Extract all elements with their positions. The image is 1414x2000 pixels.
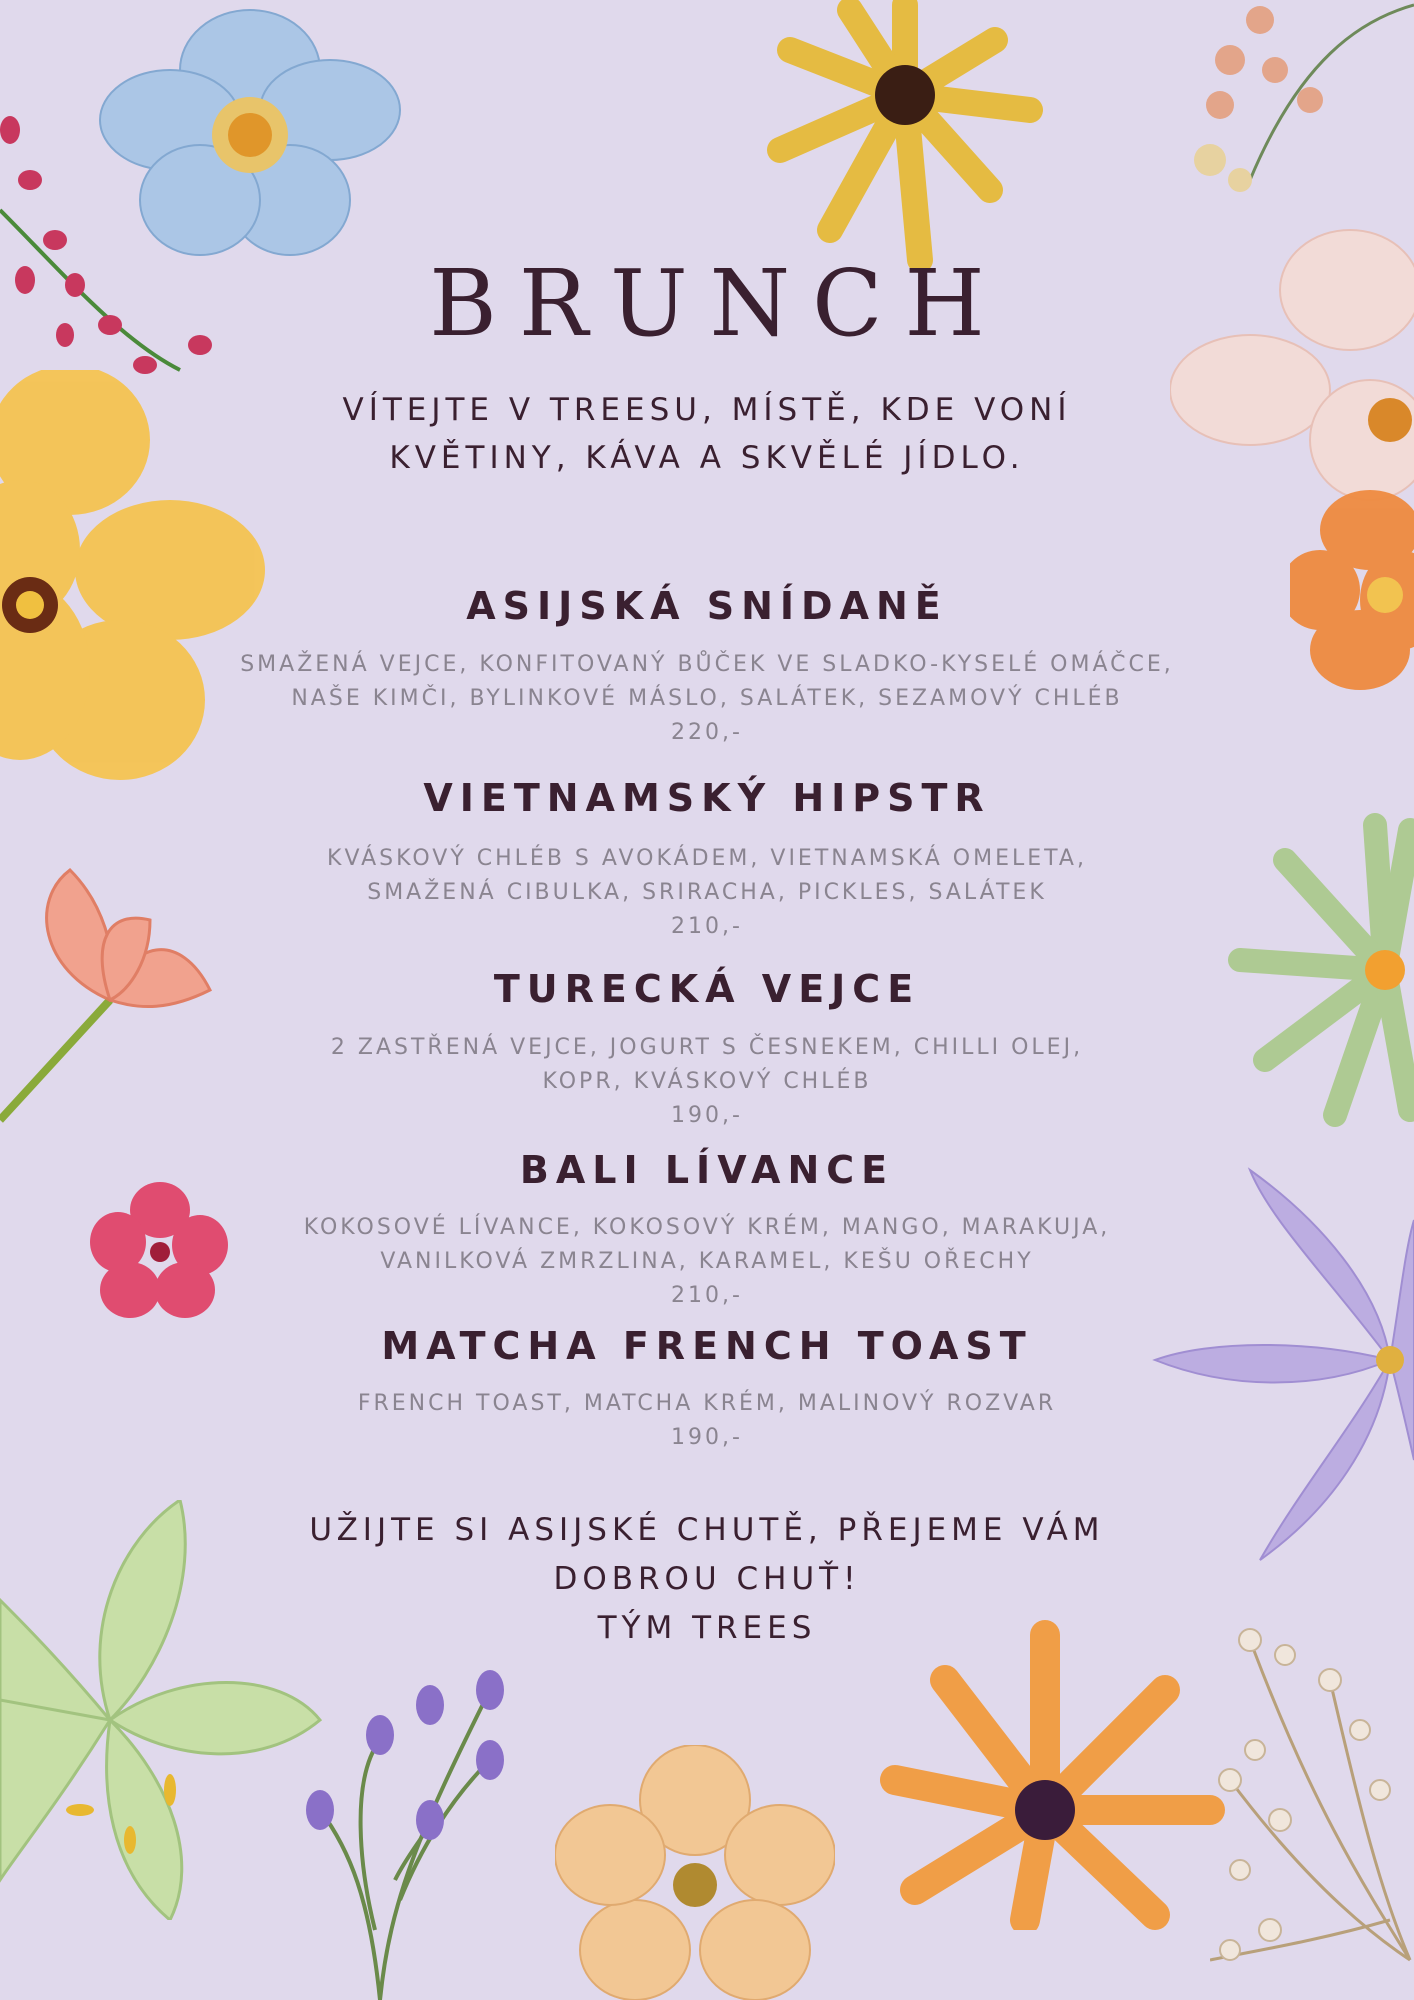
menu-item-price: 190,- [671, 1103, 743, 1128]
menu-item-description [157, 1031, 1257, 1133]
menu-item-description [157, 648, 1257, 750]
description-line: 2 ZASTŘENÁ VEJCE, JOGURT S ČESNEKEM, CHILLI OLEJ, [330, 1035, 1084, 1060]
menu-item-name: ASIJSKÁ SNÍDANĚ [466, 584, 948, 628]
orange-gerbera-icon [875, 1620, 1225, 1930]
menu-item-price: 210,- [671, 914, 743, 939]
description-line: NAŠE KIMČI, BYLINKOVÉ MÁSLO, SALÁTEK, SEZAMOVÝ CHLÉB [291, 686, 1123, 711]
peach-flower-icon [555, 1745, 835, 2000]
menu-item-name: MATCHA FRENCH TOAST [381, 1324, 1033, 1368]
closing-line: UŽIJTE SI ASIJSKÉ CHUTĚ, PŘEJEME VÁM [309, 1512, 1105, 1548]
closing-text [157, 1506, 1257, 1653]
orange-flower-icon [1290, 490, 1414, 690]
menu-item-price: 190,- [671, 1425, 743, 1450]
menu-item-description [157, 1211, 1257, 1313]
description-line: SMAŽENÁ CIBULKA, SRIRACHA, PICKLES, SALÁTEK [367, 880, 1047, 905]
menu-item-description [157, 842, 1257, 944]
menu-item-price: 220,- [671, 720, 743, 745]
yellow-daisy-icon [740, 0, 1070, 280]
description-line: FRENCH TOAST, MATCHA KRÉM, MALINOVÝ ROZVAR [357, 1391, 1057, 1416]
purple-buds-icon [290, 1650, 530, 2000]
description-line: KVÁSKOVÝ CHLÉB S AVOKÁDEM, VIETNAMSKÁ OMELETA, [327, 846, 1087, 871]
white-berries-icon [1210, 1620, 1414, 1980]
intro-line: VÍTEJTE V TREESU, MÍSTĚ, KDE VONÍ [342, 392, 1072, 428]
menu-item-name: BALI LÍVANCE [519, 1148, 895, 1192]
description-line: SMAŽENÁ VEJCE, KONFITOVANÝ BŮČEK VE SLADKO-KYSELÉ OMÁČCE, [240, 652, 1174, 677]
intro-line: KVĚTINY, KÁVA A SKVĚLÉ JÍDLO. [389, 440, 1025, 476]
description-line: KOKOSOVÉ LÍVANCE, KOKOSOVÝ KRÉM, MANGO, MARAKUJA, [303, 1215, 1111, 1240]
menu-item-price: 210,- [671, 1283, 743, 1308]
small-peach-flowers-icon [1190, 0, 1414, 210]
menu-item-name: VIETNAMSKÝ HIPSTR [423, 776, 991, 820]
menu-item-name: TURECKÁ VEJCE [493, 967, 921, 1011]
menu-title: BRUNCH [429, 250, 1007, 357]
intro-text [257, 386, 1157, 482]
closing-line: DOBROU CHUŤ! [553, 1561, 861, 1597]
menu-item-description [157, 1387, 1257, 1455]
signature: TÝM TREES [597, 1610, 817, 1646]
description-line: VANILKOVÁ ZMRZLINA, KARAMEL, KEŠU OŘECHY [380, 1249, 1034, 1274]
description-line: KOPR, KVÁSKOVÝ CHLÉB [542, 1069, 872, 1094]
